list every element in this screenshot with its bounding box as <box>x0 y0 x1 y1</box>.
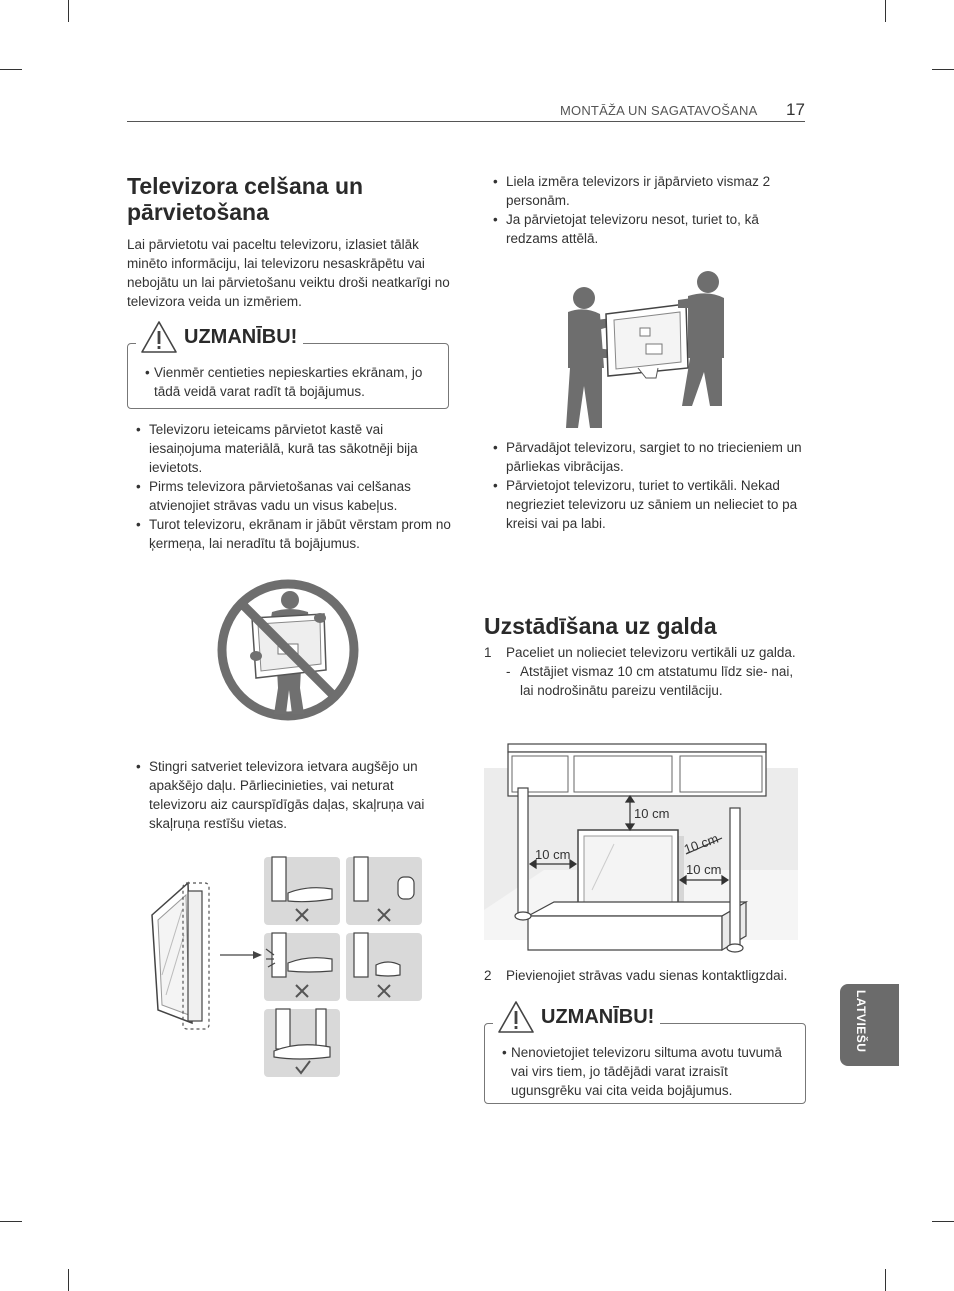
page-number: 17 <box>786 100 805 119</box>
bullet-item: • Liela izmēra televizors ir jāpārvieto vismaz 2 personām. <box>484 172 804 210</box>
header-rule <box>127 121 805 122</box>
crop-mark <box>0 1221 22 1222</box>
caution-title: UZMANĪBU! <box>541 1005 655 1028</box>
bullet-item: • Turot televizoru, ekrānam ir jābūt vērstam prom no ķermeņa, lai neradītu tā bojājumus. <box>127 515 452 553</box>
bullet-item: • Pirms televizora pārvietošanas vai celšanas atvienojiet strāvas vadu un visus kabeļus. <box>127 477 452 515</box>
crop-mark <box>932 1221 954 1222</box>
language-tab-label: LATVIEŠU <box>854 990 868 1053</box>
crop-mark <box>885 1269 886 1291</box>
clearance-label-right-angled: 10 cm <box>681 830 721 857</box>
step-2 <box>484 966 814 985</box>
caution-title: UZMANĪBU! <box>184 325 298 348</box>
running-title: MONTĀŽA UN SAGATAVOŠANA <box>560 103 758 118</box>
section-title-table-setup: Uzstādīšana uz galda <box>484 613 717 639</box>
steps-list-2 <box>484 966 814 985</box>
step-number: 1 <box>484 645 492 660</box>
prohibited-carry-illustration <box>216 578 361 723</box>
step-number: 2 <box>484 968 492 983</box>
bullet-item: • Pārvadājot televizoru, sargiet to no triecieniem un pārliekas vibrācijas. <box>484 438 804 476</box>
bullet-item: • Stingri satveriet televizora ietvara augšējo un apakšējo daļu. Pārliecinieties, vai neturat televizoru aiz caurspīdīgās daļas, skaļruņa vai skaļruņa restīšu vietas. <box>127 757 452 833</box>
warning-triangle-icon <box>497 1000 535 1034</box>
clearance-label-left: 10 cm <box>535 847 571 862</box>
crop-mark <box>885 0 886 22</box>
caution-item: • Vienmēr centieties nepieskarties ekrānam, jo tādā veidā varat radīt tā bojājumus. <box>136 363 436 401</box>
language-side-tab <box>840 984 899 1066</box>
caution-list-2 <box>493 1043 798 1100</box>
crop-mark <box>68 0 69 22</box>
step-text: Pievienojiet strāvas vadu sienas kontaktligzdai. <box>506 968 788 983</box>
section-title-lifting: Televizora celšana un pārvietošana <box>127 173 364 225</box>
crop-mark <box>0 69 22 70</box>
caution-header-2 <box>493 998 660 1036</box>
crop-mark <box>932 69 954 70</box>
warning-triangle-icon <box>140 320 178 354</box>
table-setup-illustration <box>484 740 800 965</box>
bullet-item: • Pārvietojot televizoru, turiet to vertikāli. Nekad negrieziet televizoru uz sāniem un nelieciet to pa kreisi vai pa labi. <box>484 476 804 533</box>
intro-paragraph: Lai pārvietotu vai paceltu televizoru, izlasiet tālāk minēto informāciju, lai televizoru nesaskrāpētu vai nebojātu un lai pārvietošanu veiktu droši neatkarīgi no televizora veida un izmēriem. <box>127 237 450 309</box>
caution-item: • Nenovietojiet televizoru siltuma avotu tuvumā vai virs tiem, jo tādējādi varat izraisīt ugunsgrēku vai cita veida bojājumus. <box>493 1043 798 1100</box>
bullet-list <box>127 420 452 553</box>
step-1 <box>484 643 804 700</box>
steps-list <box>484 643 804 700</box>
caution-list <box>136 363 436 401</box>
step-sub-text: Atstājiet vismaz 10 cm atstatumu līdz sie- nai, lai nodrošinātu pareizu ventilāciju. <box>520 664 794 698</box>
bullet-item: • Ja pārvietojat televizoru nesot, turiet to, kā redzams attēlā. <box>484 210 804 248</box>
tv-grip-illustration <box>148 855 428 1080</box>
step-sub-note <box>506 662 804 700</box>
two-person-carry-illustration <box>560 268 730 428</box>
bullet-list-2 <box>127 757 452 833</box>
caution-header <box>136 318 303 356</box>
dash: - <box>506 664 511 679</box>
clearance-label-right: 10 cm <box>686 862 722 877</box>
crop-mark <box>68 1269 69 1291</box>
bullet-list-right-mid <box>484 438 804 533</box>
clearance-label-top: 10 cm <box>634 806 670 821</box>
bullet-list-right-top <box>484 172 804 248</box>
step-text: Paceliet un nolieciet televizoru vertikāli uz galda. <box>506 645 796 660</box>
bullet-item: • Televizoru ieteicams pārvietot kastē vai iesaiņojuma materiālā, kurā tas sākotnēji bija ievietots. <box>127 420 452 477</box>
